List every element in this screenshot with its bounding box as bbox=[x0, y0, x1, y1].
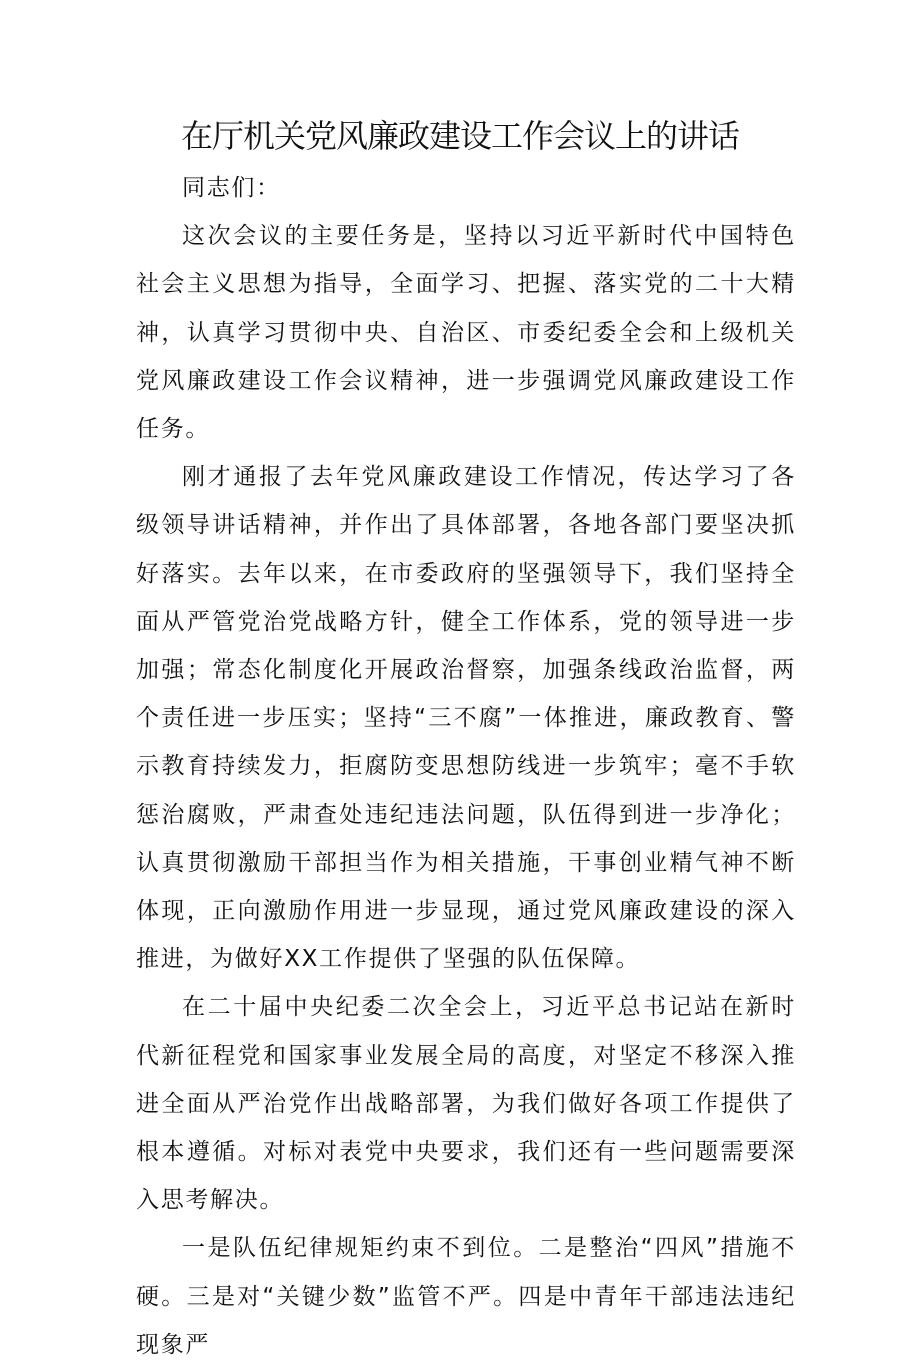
paragraph-last-year-review: 刚才通报了去年党风廉政建设工作情况，传达学习了各级领导讲话精神，并作出了具体部署，各地各部门要坚决抓好落实。去年以来，在市委政府的坚强领导下，我们坚持全面从严管党治党战略方针，健全工作体系，党的领导进一步加强；常态化制度化开展政治督察，加强条线政治监督，两个责任进一步压实；坚持“三不腐”一体推进，廉政教育、警示教育持续发力，拒腐防变思想防线进一步筑牢；毫不手软惩治腐败，严肃查处违纪违法问题，队伍得到进一步净化；认真贯彻激励干部担当作为相关措施，干事创业精气神不断体现，正向激励作用进一步显现，通过党风廉政建设的深入推进，为做好XX工作提供了坚强的队伍保障。 bbox=[136, 464, 796, 973]
document-title: 在厅机关党风廉政建设工作会议上的讲话 bbox=[180, 117, 739, 155]
salutation: 同志们： bbox=[182, 175, 281, 201]
paragraph-problems-list: 一是队伍纪律规矩约束不到位。二是整治“四风”措施不硬。三是对“关键少数”监管不严。四是中青年干部违法违纪现象严 bbox=[136, 1235, 796, 1358]
paragraph-central-requirements: 在二十届中央纪委二次全会上，习近平总书记站在新时代新征程党和国家事业发展全局的高度，对坚定不移深入推进全面从严治党作出战略部署，为我们做好各项工作提供了根本遵循。对标对表党中央要求，我们还有一些问题需要深入思考解决。 bbox=[136, 994, 796, 1214]
document-body bbox=[136, 164, 796, 1369]
paragraph-meeting-task: 这次会议的主要任务是，坚持以习近平新时代中国特色社会主义思想为指导，全面学习、把握、落实党的二十大精神，认真学习贯彻中央、自治区、市委纪委全会和上级机关党风廉政建设工作会议精神，进一步强调党风廉政建设工作任务。 bbox=[136, 223, 796, 443]
